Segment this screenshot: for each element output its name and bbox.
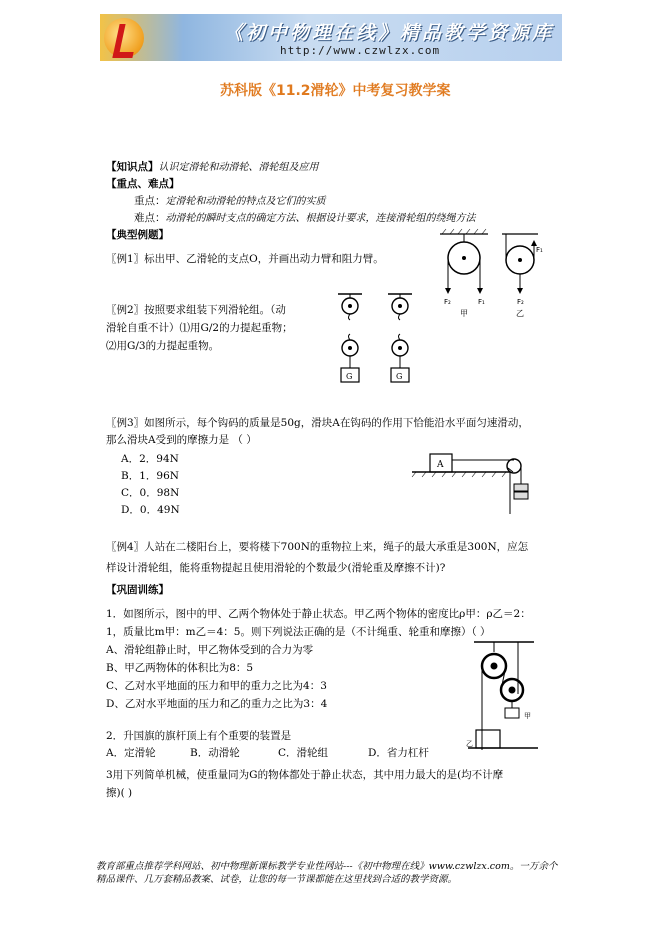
question-2-option-a: A．定滑轮 <box>106 747 156 759</box>
focus-line <box>134 194 326 209</box>
key-points-label: 【重点、难点】 <box>106 178 180 190</box>
knowledge-line <box>106 160 319 175</box>
page-title: 苏科版《11.2滑轮》中考复习教学案 <box>220 83 451 99</box>
pulley-figure-1 <box>430 228 550 318</box>
example-2-line-1: 〖例2〗按照要求组装下列滑轮组。（动 <box>106 304 286 316</box>
difficulty-line <box>134 211 476 226</box>
weight-label-2: G <box>396 372 403 381</box>
pulley-figure-3 <box>468 640 548 752</box>
site-banner <box>100 14 562 61</box>
focus-label: 重点： <box>134 195 166 207</box>
example-2-line-3: ⑵用G/3的力提起重物。 <box>106 340 220 352</box>
knowledge-label: 【知识点】 <box>106 161 159 173</box>
fig1-left-caption: 甲 <box>460 309 468 318</box>
question-2-option-d: D．省力杠杆 <box>368 747 429 759</box>
question-3-line-1: 3用下列简单机械，使重量同为G的物体都处于静止状态，其中用力最大的是(均不计摩 <box>106 769 504 781</box>
question-1-option-c: C、乙对水平地面的压力和甲的重力之比为4：3 <box>106 680 327 692</box>
fig1-right-caption: 乙 <box>516 309 524 318</box>
difficulty-text: 动滑轮的瞬时支点的确定方法、根据设计要求，连接滑轮组的绕绳方法 <box>165 213 476 224</box>
banner-url[interactable]: http://www.czwlzx.com <box>280 44 441 57</box>
example-4-line-2: 样设计滑轮组，能将重物提起且使用滑轮的个数最少(滑轮重及摩擦不计)? <box>106 562 446 574</box>
block-a-label: A <box>437 460 444 470</box>
example-3-option-b: B．1．96N <box>121 470 179 482</box>
difficulty-label: 难点： <box>134 212 166 224</box>
question-1-line-2: 1，质量比m甲：m乙＝4：5。则下列说法正确的是（不计绳重、轮重和摩擦）（ ） <box>106 626 491 638</box>
question-2-option-b: B．动滑轮 <box>190 747 240 759</box>
example-3-option-a: A．2．94N <box>121 453 179 465</box>
question-2-option-c: C．滑轮组 <box>278 747 329 759</box>
weight-label-1: G <box>346 372 353 381</box>
question-2-stem: 2．升国旗的旗杆顶上有个重要的装置是 <box>106 730 292 742</box>
question-1-option-a: A、滑轮组静止时，甲乙物体受到的合力为零 <box>106 644 314 656</box>
question-1-option-b: B、甲乙两物体的体积比为8：5 <box>106 662 254 674</box>
examples-label: 【典型例题】 <box>106 229 169 241</box>
example-3-line-1: 〖例3〗如图所示，每个钩码的质量是50g，滑块A在钩码的作用下恰能沿水平面匀速滑动， <box>106 417 529 429</box>
f1-label-right: F₁ <box>536 246 543 254</box>
knowledge-text: 认识定滑轮和动滑轮、滑轮组及应用 <box>158 162 319 173</box>
fig-jia-label: 甲 <box>524 712 531 720</box>
page-footer: 教育部重点推荐学科网站、初中物理新课标教学专业性网站---《初中物理在线》www.czwlzx.com。一万余个精品课件、几万套精品教案、试卷，让您的每一节课都能在这里找到合适的教学资源。 <box>96 861 558 885</box>
question-3-line-2: 擦)( ) <box>106 787 133 799</box>
example-1: 〖例1〗标出甲、乙滑轮的支点O，并画出动力臂和阻力臂。 <box>106 253 384 265</box>
banner-title: 《初中物理在线》精品教学资源库 <box>224 22 555 44</box>
f2-label-right: F₂ <box>517 298 524 306</box>
table-pulley-figure <box>410 448 535 518</box>
f1-label-left: F₁ <box>478 298 485 306</box>
example-3-option-d: D．0．49N <box>121 504 180 516</box>
f2-label-left: F₂ <box>444 298 451 306</box>
fig-yi-label: 乙 <box>466 740 473 748</box>
practice-label: 【巩固训练】 <box>106 584 169 596</box>
example-3-line-2: 那么滑块A受到的摩擦力是 （ ） <box>106 434 257 446</box>
question-1-line-1: 1．如图所示，图中的甲、乙两个物体处于静止状态。甲乙两个物体的密度比ρ甲：ρ乙＝2： <box>106 608 531 620</box>
example-4-line-1: 〖例4〗人站在二楼阳台上，要将楼下700N的重物拉上来，绳子的最大承重是300N，应怎 <box>106 541 529 553</box>
example-3-option-c: C．0．98N <box>121 487 180 499</box>
example-2-line-2: 滑轮自重不计）⑴用G/2的力提起重物； <box>106 322 293 334</box>
focus-text: 定滑轮和动滑轮的特点及它们的实质 <box>165 196 326 207</box>
question-1-option-d: D、乙对水平地面的压力和乙的重力之比为3：4 <box>106 698 328 710</box>
pulley-figure-2 <box>330 290 430 392</box>
